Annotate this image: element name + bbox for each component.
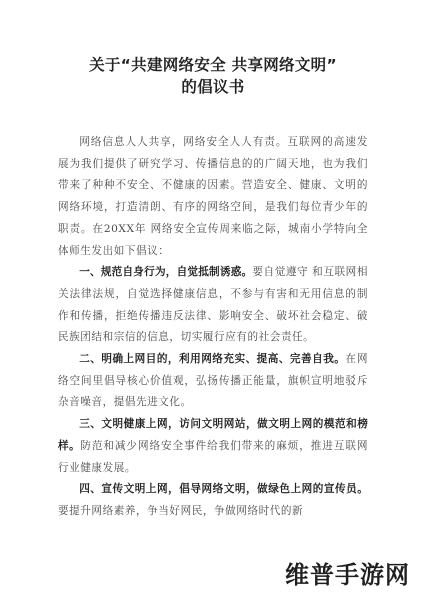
site-watermark: 维普手游网 [285,561,410,589]
proposal-2-body: 在网络空间里倡导核心价值观，弘扬传播正能量，旗帜宣明地驳斥杂音噪音，提倡先进文化。 [58,353,368,409]
proposal-2-heading: 二、明确上网目的，利用网络充实、提高、完善自我。 [79,353,346,366]
proposal-paragraph-2 [58,349,368,414]
proposal-4-heading: 四、宣传文明上网，倡导网络文明，做绿色上网的宣传员。 [79,483,368,496]
proposal-paragraph-4 [58,479,368,522]
proposal-4-body: 要提升网络素养，争当好网民，争做网络时代的新 [58,504,304,517]
proposal-1-body: 要自觉遵守 和互联网相关法律法规，自觉选择健康信息，不参与有害和无用信息的制作和传播，拒绝传播违反法律、影响安全、破坏社会稳定、破民族团结和宗信的信息，切实履行应有的社会责任。 [58,266,369,344]
proposal-paragraph-3 [58,414,368,479]
proposal-1-heading: 一、规范自身行为，自觉抵制诱惑。 [79,266,253,279]
document-body [58,132,368,523]
proposal-3-body: 防范和减少网络安全事件给我们带来的麻烦，推进互联网行业健康发展。 [58,439,368,474]
document-title-line-2: 的倡议书 [181,78,245,96]
proposal-3-heading: 三、文明健康上网，访问文明网站，做文明上网的模范和榜样。 [58,418,368,452]
document-title-line-1: 关于“共建网络安全 共享网络文明” [89,56,337,74]
proposal-paragraph-1 [58,262,368,349]
intro-paragraph: 网络信息人人共享，网络安全人人有责。互联网的高速发展为我们提供了研究学习、传播信息的的广阔天地，也为我们带来了种种不安全、不健康的因素。营造安全、健康、文明的网络环境，打造清朗、有序的网络空间，是我们每位青少年的职责。在20XX年 网络安全宣传周来临之际，城南小学特向全体师生发出如下倡议： [58,136,368,257]
